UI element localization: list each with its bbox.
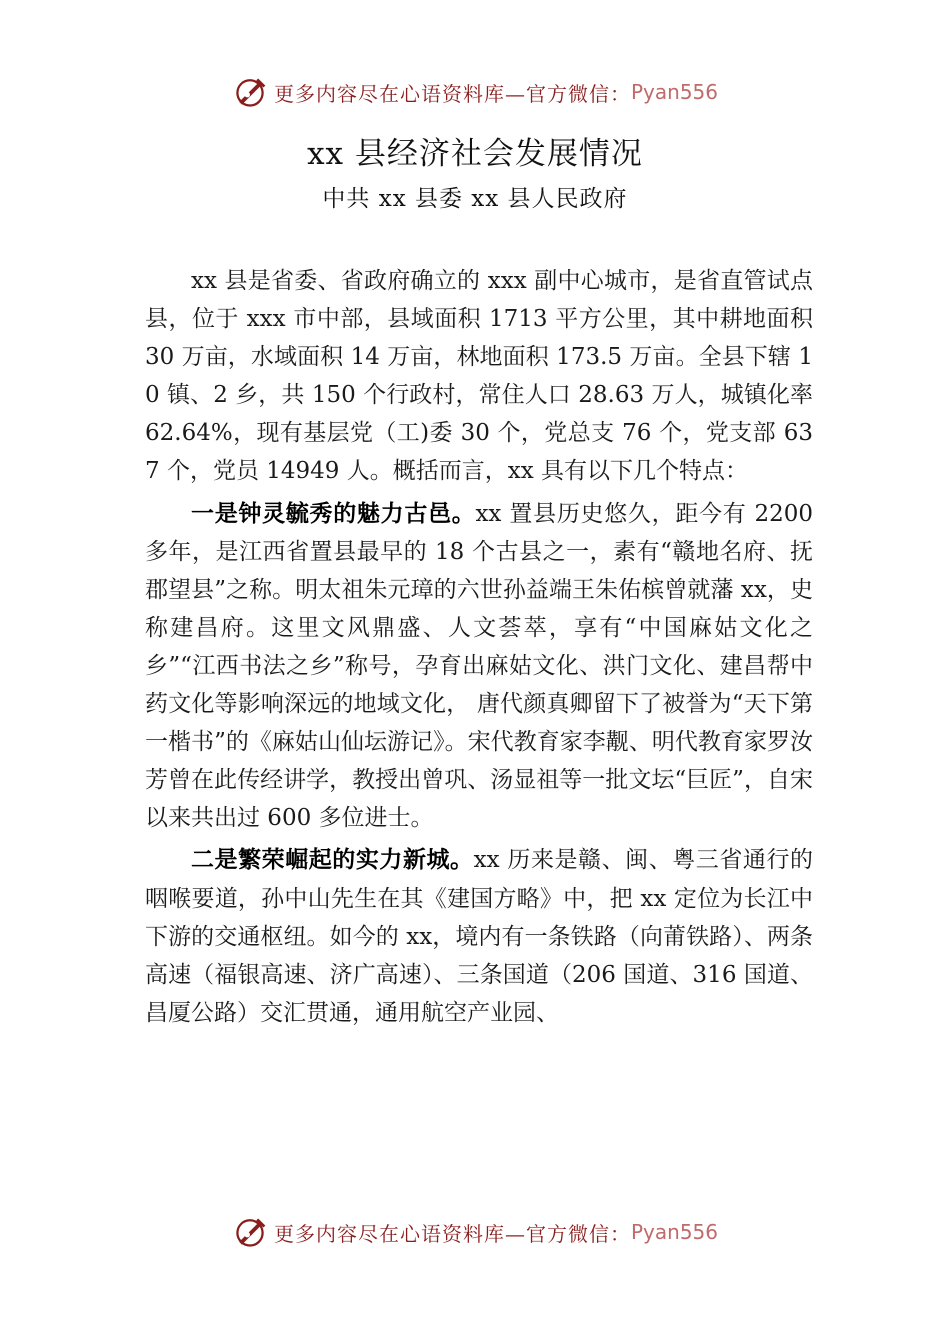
paragraph-ancient-town-heading: 一是钟灵毓秀的魅力古邑。 xyxy=(191,500,476,527)
paragraph-intro-text: xx 县是省委、省政府确立的 xxx 副中心城市，是省直管试点县，位于 xxx 市中部，县域面积 1713 平方公里，其中耕地面积 30 万亩，水域面积 14 万亩，林地面积 173.5 万亩。全县下辖 10 镇、2 乡，共 150 个行政村，常住人口 28.63 万人，城镇化率 62.64%，现有基层党（工)委 30 个，党总支 76 个，党支部 637 个，党员 14949 人。概括而言，xx 具有以下几个特点： xyxy=(145,268,813,485)
banner-wechat-id: Pyan556 xyxy=(630,80,718,104)
paragraph-ancient-town xyxy=(145,495,813,838)
pen-circle-logo-icon xyxy=(232,1214,268,1250)
footer-watermark-banner xyxy=(0,1210,950,1254)
paragraph-new-city xyxy=(145,841,813,1031)
document-subtitle: 中共 xx 县委 xx 县人民政府 xyxy=(322,186,628,212)
document-title: xx 县经济社会发展情况 xyxy=(307,136,643,172)
header-watermark-banner xyxy=(0,70,950,114)
banner-text: 更多内容尽在心语资料库—官方微信： xyxy=(273,81,631,106)
paragraph-ancient-town-text: xx 置县历史悠久，距今有 2200 多年，是江西省置县最早的 18 个古县之一，素有“赣地名府、抚郡望县”之称。明太祖朱元璋的六世孙益端王朱佑槟曾就藩 xx，史称建昌府。这里文风鼎盛、人文荟萃，享有“中国麻姑文化之乡”“江西书法之乡”称号，孕育出麻姑文化、洪门文化、建昌帮中药文化等影响深远的地域文化， 唐代颜真卿留下了被誉为“天下第一楷书”的《麻姑山仙坛游记》。宋代教育家李觏、明代教育家罗汝芳曾在此传经讲学，教授出曾巩、汤显祖等一批文坛“巨匠”，自宋以来共出过 600 多位进士。 xyxy=(145,500,813,832)
pen-circle-logo-icon xyxy=(232,74,268,110)
paragraph-new-city-text: xx 历来是赣、闽、粤三省通行的咽喉要道，孙中山先生在其《建国方略》中，把 xx 定位为长江中下游的交通枢纽。如今的 xx，境内有一条铁路（向莆铁路）、两条高速（福银高速、济广高速）、三条国道（206 国道、316 国道、昌厦公路）交汇贯通，通用航空产业园、 xyxy=(145,847,813,1026)
document-body xyxy=(145,262,813,1036)
paragraph-intro xyxy=(145,262,813,491)
paragraph-new-city-heading: 二是繁荣崛起的实力新城。 xyxy=(191,847,474,874)
banner-wechat-id: Pyan556 xyxy=(630,1220,718,1244)
banner-text: 更多内容尽在心语资料库—官方微信： xyxy=(273,1221,631,1246)
